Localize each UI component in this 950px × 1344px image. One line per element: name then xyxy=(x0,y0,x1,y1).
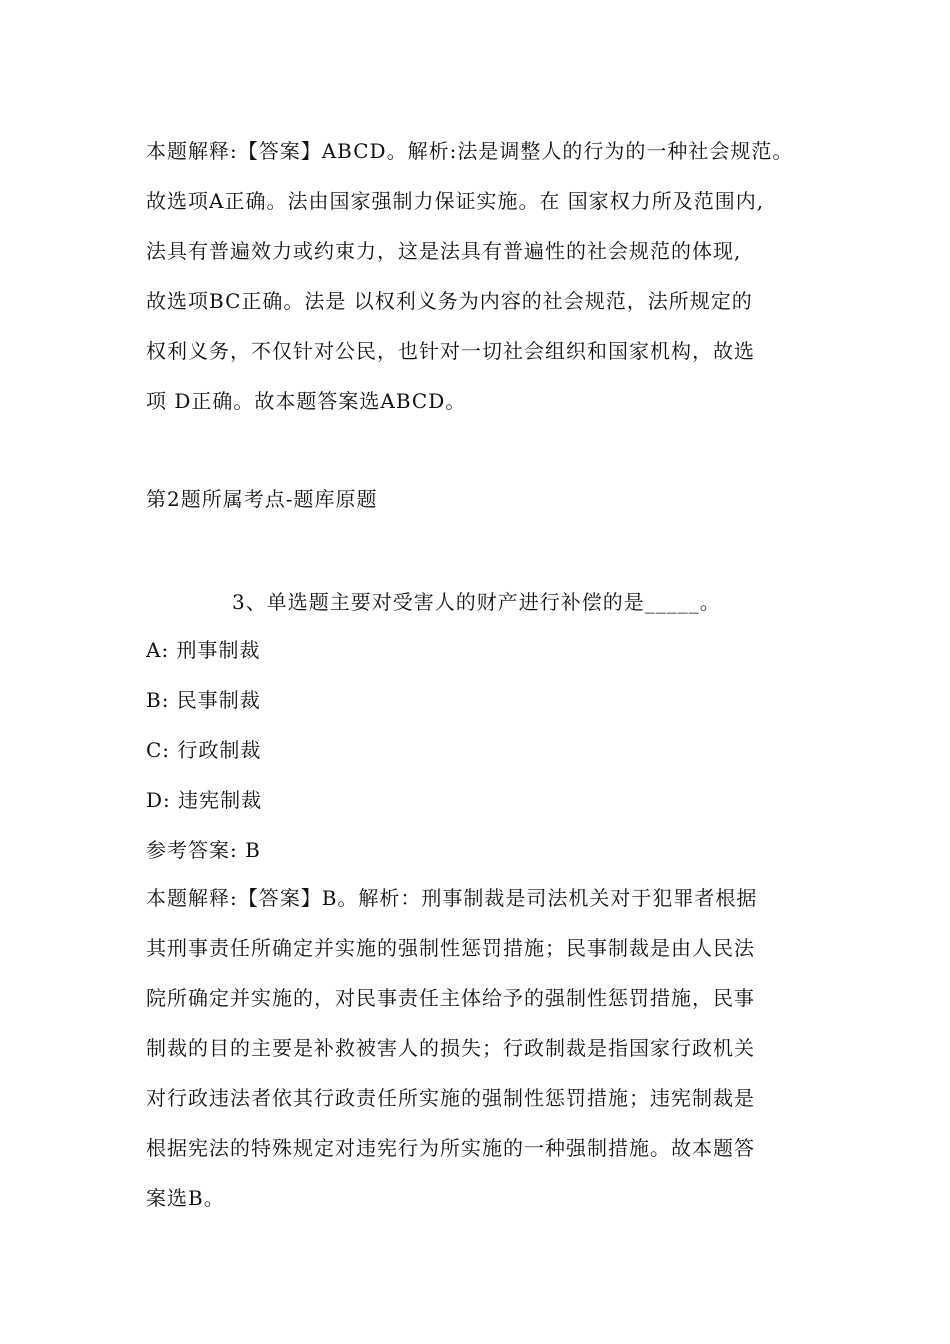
option-c: C: 行政制裁 xyxy=(146,738,262,762)
option-a: A: 刑事制裁 xyxy=(146,638,261,662)
explanation-1-line-4: 故选项BC正确。法是 以权利义务为内容的社会规范，法所规定的 xyxy=(146,289,753,313)
explanation-2-line-3: 院所确定并实施的，对民事责任主体给予的强制性惩罚措施，民事 xyxy=(146,986,755,1010)
explanation-2-line-6: 根据宪法的特殊规定对违宪行为所实施的一种强制措施。故本题答 xyxy=(146,1136,755,1160)
explanation-2-line-2: 其刑事责任所确定并实施的强制性惩罚措施；民事制裁是由人民法 xyxy=(146,936,755,960)
reference-answer: 参考答案: B xyxy=(146,838,261,862)
question-stem: 3、单选题主要对受害人的财产进行补偿的是_____。 xyxy=(232,590,721,614)
explanation-1-line-2: 故选项A正确。法由国家强制力保证实施。在 国家权力所及范围内, xyxy=(146,189,765,213)
explanation-2-line-1: 本题解释:【答案】B。解析：刑事制裁是司法机关对于犯罪者根据 xyxy=(146,886,758,910)
explanation-1-line-6: 项 D正确。故本题答案选ABCD。 xyxy=(146,389,467,413)
explanation-2-line-5: 对行政违法者依其行政责任所实施的强制性惩罚措施；违宪制裁是 xyxy=(146,1086,755,1110)
explanation-1-line-5: 权利义务，不仅针对公民，也针对一切社会组织和国家机构，故选 xyxy=(146,339,755,363)
explanation-2-line-7: 案选B。 xyxy=(146,1186,225,1210)
explanation-1-line-1: 本题解释:【答案】ABCD。解析:法是调整人的行为的一种社会规范。 xyxy=(146,139,794,163)
option-b: B: 民事制裁 xyxy=(146,688,261,712)
explanation-2-line-4: 制裁的目的主要是补救被害人的损失；行政制裁是指国家行政机关 xyxy=(146,1036,755,1060)
explanation-1-line-3: 法具有普遍效力或约束力，这是法具有普遍性的社会规范的体现, xyxy=(146,239,742,263)
topic-note: 第2题所属考点-题库原题 xyxy=(146,487,378,511)
option-d: D: 违宪制裁 xyxy=(146,788,263,812)
